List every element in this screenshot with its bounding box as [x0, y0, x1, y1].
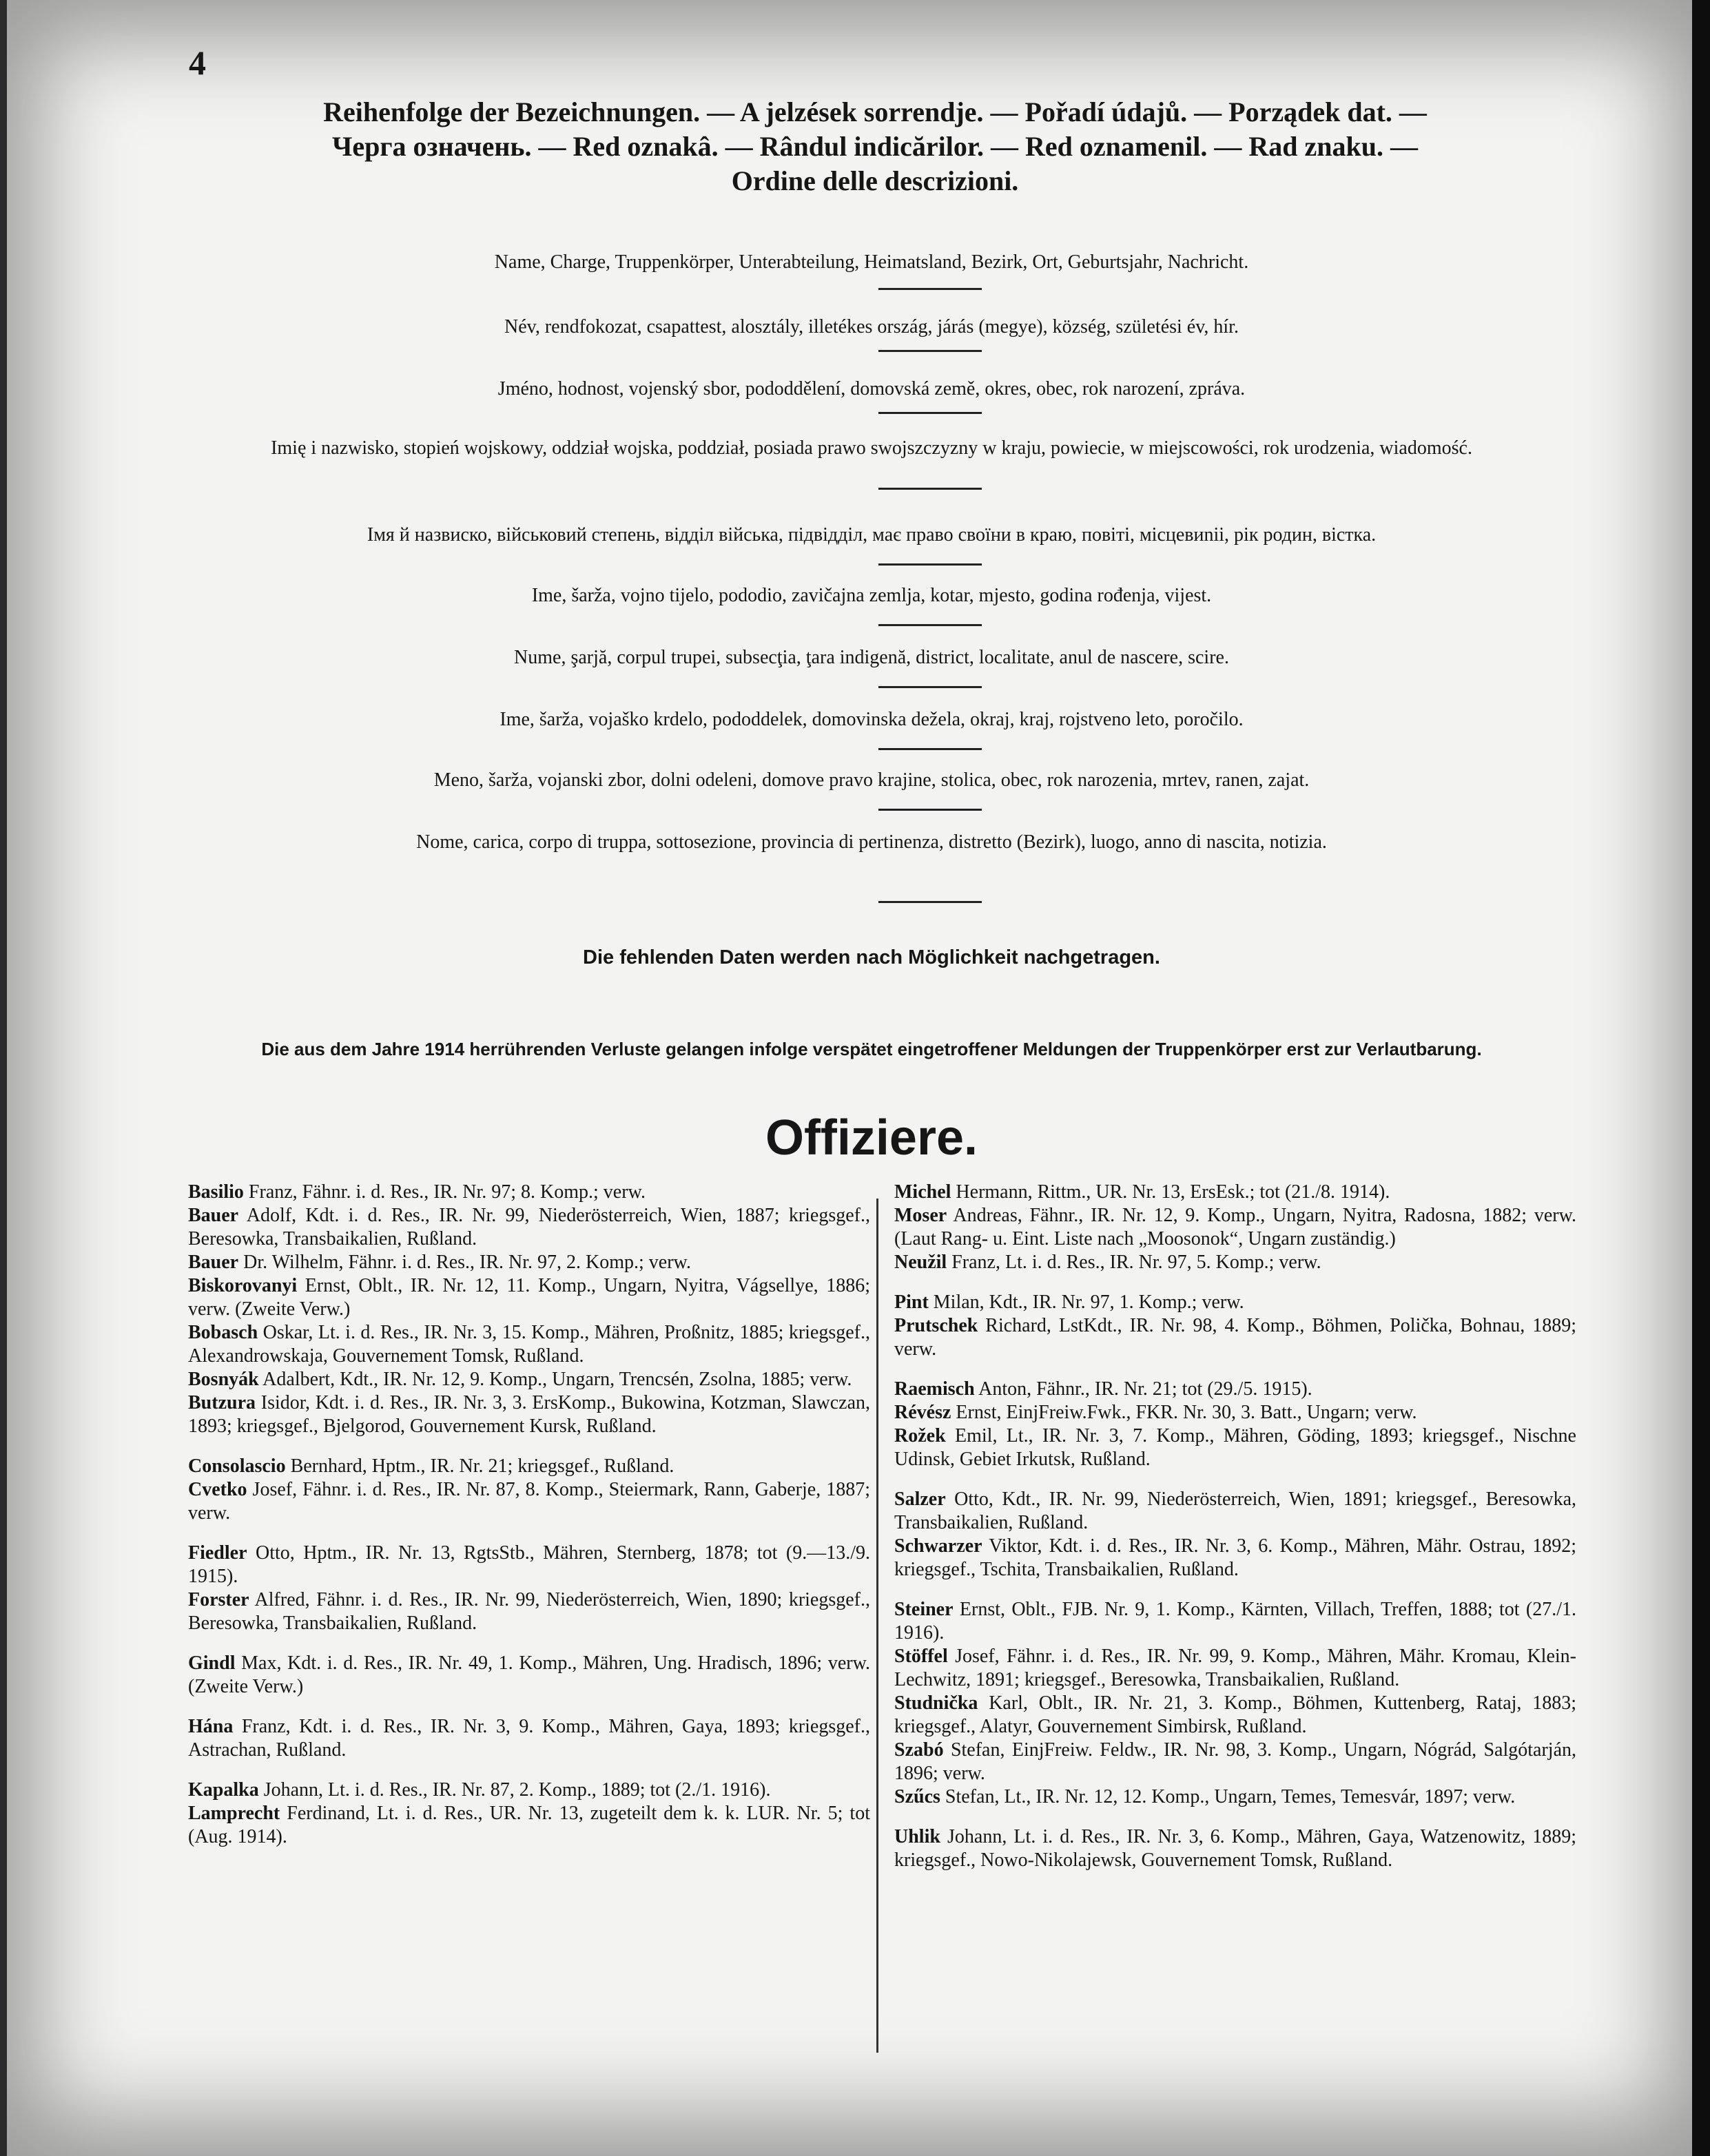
order-line-polish: Imię i nazwisko, stopień wojskowy, oddział wojska, poddział, posiada prawo swojszczyzny w kraju, powiecie, w miejscowości, rok urodzenia, wiadomość. — [271, 437, 1472, 459]
entry-surname: Steiner — [894, 1599, 954, 1620]
entry-details: Richard, LstKdt., IR. Nr. 98, 4. Komp., Böhmen, Polička, Bohnau, 1889; verw. — [894, 1315, 1576, 1360]
casualty-entry — [188, 1802, 870, 1849]
order-line-czech: Jméno, hodnost, vojenský sbor, pododdělení, domovská země, okres, obec, rok narození, zpráva. — [497, 378, 1246, 400]
order-line-italian: Nome, carica, corpo di truppa, sottosezione, provincia di pertinenza, distretto (Bezirk), luogo, anno di nascita, notizia. — [416, 831, 1327, 853]
entry-surname: Basilio — [188, 1181, 244, 1203]
entry-details: Franz, Lt. i. d. Res., IR. Nr. 97, 5. Komp.; verw. — [947, 1252, 1321, 1273]
entry-surname: Salzer — [894, 1489, 946, 1510]
casualty-entry — [188, 1478, 870, 1525]
casualty-entry — [894, 1251, 1576, 1274]
entry-details: Stefan, EinjFreiw. Feldw., IR. Nr. 98, 3. Komp., Ungarn, Nógrád, Salgótarján, 1896; verw. — [894, 1739, 1576, 1784]
order-line-ruthenian: Імя й назвиско, військовий степень, відділ війська, підвідділ, має право своїни в краю, повіті, місцевиniі, рік родин, вістка. — [367, 524, 1377, 546]
entry-surname: Moser — [894, 1205, 947, 1226]
casualty-entry — [188, 1779, 870, 1802]
casualty-entry — [188, 1204, 870, 1251]
order-line-hungarian: Név, rendfokozat, csapattest, alosztály, illetékes ország, járás (megye), község, születési év, hír. — [504, 316, 1239, 338]
entry-surname: Szabó — [894, 1739, 944, 1761]
casualty-entry — [894, 1314, 1576, 1361]
column-divider — [876, 1199, 878, 2053]
entry-details: Johann, Lt. i. d. Res., IR. Nr. 3, 6. Komp., Mähren, Gaya, Watzenowitz, 1889; kriegsgef., Nowo-Nikolajewsk, Gouvernement Tomsk, Rußland. — [894, 1826, 1576, 1871]
entry-details: Andreas, Fähnr., IR. Nr. 12, 9. Komp., Ungarn, Nyitra, Radosna, 1882; verw. (Laut Rang- u. Eint. Liste nach „Moosonok“, Ungarn zuständig.) — [894, 1205, 1576, 1250]
entry-details: Ernst, Oblt., IR. Nr. 12, 11. Komp., Ungarn, Nyitra, Vágsellye, 1886; verw. (Zweite Verw.) — [188, 1275, 870, 1320]
casualty-entry — [188, 1251, 870, 1274]
entry-details: Bernhard, Hptm., IR. Nr. 21; kriegsgef., Rußland. — [285, 1455, 674, 1477]
entry-details: Hermann, Rittm., UR. Nr. 13, ErsEsk.; tot (21./8. 1914). — [951, 1181, 1390, 1203]
entry-surname: Michel — [894, 1181, 951, 1203]
entry-surname: Kapalka — [188, 1779, 259, 1801]
entry-details: Alfred, Fähnr. i. d. Res., IR. Nr. 99, Niederösterreich, Wien, 1890; kriegsgef., Beresowka, Transbaikalien, Rußland. — [188, 1589, 870, 1634]
casualty-entry — [188, 1368, 870, 1391]
entry-surname: Butzura — [188, 1392, 256, 1413]
entry-surname: Cvetko — [188, 1479, 247, 1500]
separator-rule — [878, 488, 982, 490]
order-line-slovenian: Ime, šarža, vojaško krdelo, pododdelek, domovinska dežela, okraj, kraj, rojstveno leto, poročilo. — [499, 709, 1244, 730]
entry-surname: Biskorovanyi — [188, 1275, 298, 1296]
entry-details: Johann, Lt. i. d. Res., IR. Nr. 87, 2. Komp., 1889; tot (2./1. 1916). — [258, 1779, 771, 1801]
entry-surname: Szűcs — [894, 1786, 940, 1807]
entry-surname: Stöffel — [894, 1646, 948, 1667]
separator-rule — [878, 288, 982, 290]
order-line-croatian: Ime, šarža, vojno tijelo, pododio, zavičajna zemlja, kotar, mjesto, godina rođenja, vijest. — [531, 585, 1212, 606]
entry-surname: Gindl — [188, 1652, 236, 1674]
casualty-entry — [188, 1652, 870, 1699]
entry-details: Adalbert, Kdt., IR. Nr. 12, 9. Komp., Ungarn, Trencsén, Zsolna, 1885; verw. — [258, 1369, 852, 1390]
entry-details: Adolf, Kdt. i. d. Res., IR. Nr. 99, Niederösterreich, Wien, 1887; kriegsgef., Beresowka, Transbaikalien, Rußland. — [188, 1205, 870, 1250]
entry-details: Stefan, Lt., IR. Nr. 12, 12. Komp., Ungarn, Temes, Temesvár, 1897; verw. — [940, 1786, 1516, 1807]
separator-rule — [878, 686, 982, 688]
casualty-entry — [188, 1455, 870, 1478]
scan-edge-left — [0, 0, 7, 2156]
entry-details: Max, Kdt. i. d. Res., IR. Nr. 49, 1. Komp., Mähren, Ung. Hradisch, 1896; verw. (Zweite Verw.) — [188, 1652, 870, 1697]
separator-rule — [878, 901, 982, 903]
separator-rule — [878, 748, 982, 750]
casualty-entry — [894, 1291, 1576, 1314]
entry-surname: Studnička — [894, 1692, 978, 1714]
entry-surname: Hána — [188, 1716, 234, 1737]
heading — [172, 95, 1578, 198]
entry-surname: Schwarzer — [894, 1535, 982, 1557]
separator-rule — [878, 412, 982, 414]
entry-surname: Bosnyák — [188, 1369, 259, 1390]
entry-details: Karl, Oblt., IR. Nr. 21, 3. Komp., Böhmen, Kuttenberg, Rataj, 1883; kriegsgef., Alatyr, Gouvernement Simbirsk, Rußland. — [894, 1692, 1576, 1737]
entry-surname: Neužil — [894, 1252, 947, 1273]
entry-surname: Révész — [894, 1402, 951, 1423]
entry-details: Ernst, EinjFreiw.Fwk., FKR. Nr. 30, 3. Batt., Ungarn; verw. — [951, 1402, 1417, 1423]
entry-surname: Uhlik — [894, 1826, 940, 1847]
entry-details: Otto, Hptm., IR. Nr. 13, RgtsStb., Mähren, Sternberg, 1878; tot (9.—13./9. 1915). — [188, 1542, 870, 1587]
entry-details: Dr. Wilhelm, Fähnr. i. d. Res., IR. Nr. 97, 2. Komp.; verw. — [238, 1252, 691, 1273]
entry-details: Milan, Kdt., IR. Nr. 97, 1. Komp.; verw. — [928, 1292, 1244, 1313]
entry-details: Anton, Fähnr., IR. Nr. 21; tot (29./5. 1915). — [974, 1378, 1312, 1400]
casualty-entry — [188, 1542, 870, 1588]
separator-rule — [878, 563, 982, 566]
order-line-romanian: Nume, şarjă, corpul trupei, subsecţia, ţara indigenă, district, localitate, anul de nascere, scire. — [514, 647, 1229, 668]
heading-line-2: Черга означень. — Red oznakâ. — Rândul indicărilor. — Red oznamenil. — Rad znaku. — — [331, 131, 1418, 162]
entry-details: Isidor, Kdt. i. d. Res., IR. Nr. 3, 3. ErsKomp., Bukowina, Kotzman, Slawczan, 1893; kriegsgef., Bjelgorod, Gouvernement Kursk, Rußland. — [188, 1392, 870, 1437]
entry-surname: Prutschek — [894, 1315, 978, 1336]
entry-details: Franz, Fähnr. i. d. Res., IR. Nr. 97; 8. Komp.; verw. — [243, 1181, 646, 1203]
entry-surname: Forster — [188, 1589, 249, 1610]
left-column — [188, 1181, 870, 1849]
casualty-entry — [894, 1424, 1576, 1471]
casualty-entry — [894, 1825, 1576, 1872]
entry-details: Viktor, Kdt. i. d. Res., IR. Nr. 3, 6. Komp., Mähren, Mähr. Ostrau, 1892; kriegsgef., Tschita, Transbaikalien, Rußland. — [894, 1535, 1576, 1580]
entry-surname: Bauer — [188, 1252, 239, 1273]
entry-details: Ferdinand, Lt. i. d. Res., UR. Nr. 13, zugeteilt dem k. k. LUR. Nr. 5; tot (Aug. 1914). — [188, 1803, 870, 1847]
casualty-entry — [894, 1535, 1576, 1582]
entry-surname: Fiedler — [188, 1542, 247, 1564]
casualty-entry — [894, 1598, 1576, 1645]
entry-surname: Consolascio — [188, 1455, 286, 1477]
casualty-entry — [894, 1378, 1576, 1401]
separator-rule — [878, 624, 982, 626]
casualty-entry — [188, 1181, 870, 1204]
separator-rule — [878, 350, 982, 352]
casualty-entry — [188, 1588, 870, 1635]
entry-surname: Bobasch — [188, 1322, 258, 1343]
entry-surname: Lamprecht — [188, 1803, 280, 1824]
entry-surname: Rožek — [894, 1425, 946, 1447]
entry-details: Josef, Fähnr. i. d. Res., IR. Nr. 99, 9. Komp., Mähren, Mähr. Kromau, Klein-Lechwitz, 1891; kriegsgef., Beresowka, Transbaikalien, Rußland. — [894, 1646, 1576, 1690]
casualty-entry — [894, 1401, 1576, 1424]
casualty-entry — [188, 1715, 870, 1762]
entry-details: Franz, Kdt. i. d. Res., IR. Nr. 3, 9. Komp., Mähren, Gaya, 1893; kriegsgef., Astrachan, Rußland. — [188, 1716, 870, 1761]
entry-details: Oskar, Lt. i. d. Res., IR. Nr. 3, 15. Komp., Mähren, Proßnitz, 1885; kriegsgef., Alexandrowskaja, Gouvernement Tomsk, Rußland. — [188, 1322, 870, 1367]
entry-surname: Raemisch — [894, 1378, 975, 1400]
notice-losses-1914: Die aus dem Jahre 1914 herrührenden Verluste gelangen infolge verspätet eingetroffener Meldungen der Truppenkörper erst zur Verlautbarung. — [261, 1039, 1482, 1059]
entry-details: Emil, Lt., IR. Nr. 3, 7. Komp., Mähren, Göding, 1893; kriegsgef., Nischne Udinsk, Gebiet Irkutsk, Rußland. — [894, 1425, 1576, 1470]
heading-line-1: Reihenfolge der Bezeichnungen. — A jelzések sorrendje. — Pořadí údajů. — Porządek dat. — — [323, 96, 1427, 127]
entry-details: Josef, Fähnr. i. d. Res., IR. Nr. 87, 8. Komp., Steiermark, Rann, Gaberje, 1887; verw. — [188, 1479, 870, 1524]
order-line-german: Name, Charge, Truppenkörper, Unterabteilung, Heimatsland, Bezirk, Ort, Geburtsjahr, Nachricht. — [494, 251, 1249, 273]
casualty-entry — [894, 1739, 1576, 1785]
casualty-entry — [188, 1321, 870, 1368]
casualty-entry — [188, 1391, 870, 1438]
casualty-entry — [894, 1204, 1576, 1251]
separator-rule — [878, 809, 982, 811]
notice-missing-data: Die fehlenden Daten werden nach Möglichkeit nachgetragen. — [583, 946, 1160, 968]
heading-line-3: Ordine delle descrizioni. — [731, 165, 1019, 196]
order-line-slovak: Meno, šarža, vojanski zbor, dolni odeleni, domove pravo krajine, stolica, obec, rok narozenia, mrtev, ranen, zajat. — [433, 769, 1310, 791]
casualty-entry — [188, 1274, 870, 1321]
right-column — [894, 1181, 1576, 1872]
entry-surname: Pint — [894, 1292, 929, 1313]
entry-details: Otto, Kdt., IR. Nr. 99, Niederösterreich, Wien, 1891; kriegsgef., Beresowka, Transbaikalien, Rußland. — [894, 1489, 1576, 1533]
casualty-entry — [894, 1692, 1576, 1739]
scan-edge-right — [1692, 0, 1710, 2156]
casualty-entry — [894, 1785, 1576, 1809]
entry-details: Ernst, Oblt., FJB. Nr. 9, 1. Komp., Kärnten, Villach, Treffen, 1888; tot (27./1. 1916). — [894, 1599, 1576, 1644]
entry-surname: Bauer — [188, 1205, 239, 1226]
casualty-entry — [894, 1181, 1576, 1204]
casualty-entry — [894, 1645, 1576, 1692]
page-number: 4 — [189, 43, 206, 82]
section-title-officers: Offiziere. — [765, 1110, 978, 1165]
casualty-entry — [894, 1488, 1576, 1535]
